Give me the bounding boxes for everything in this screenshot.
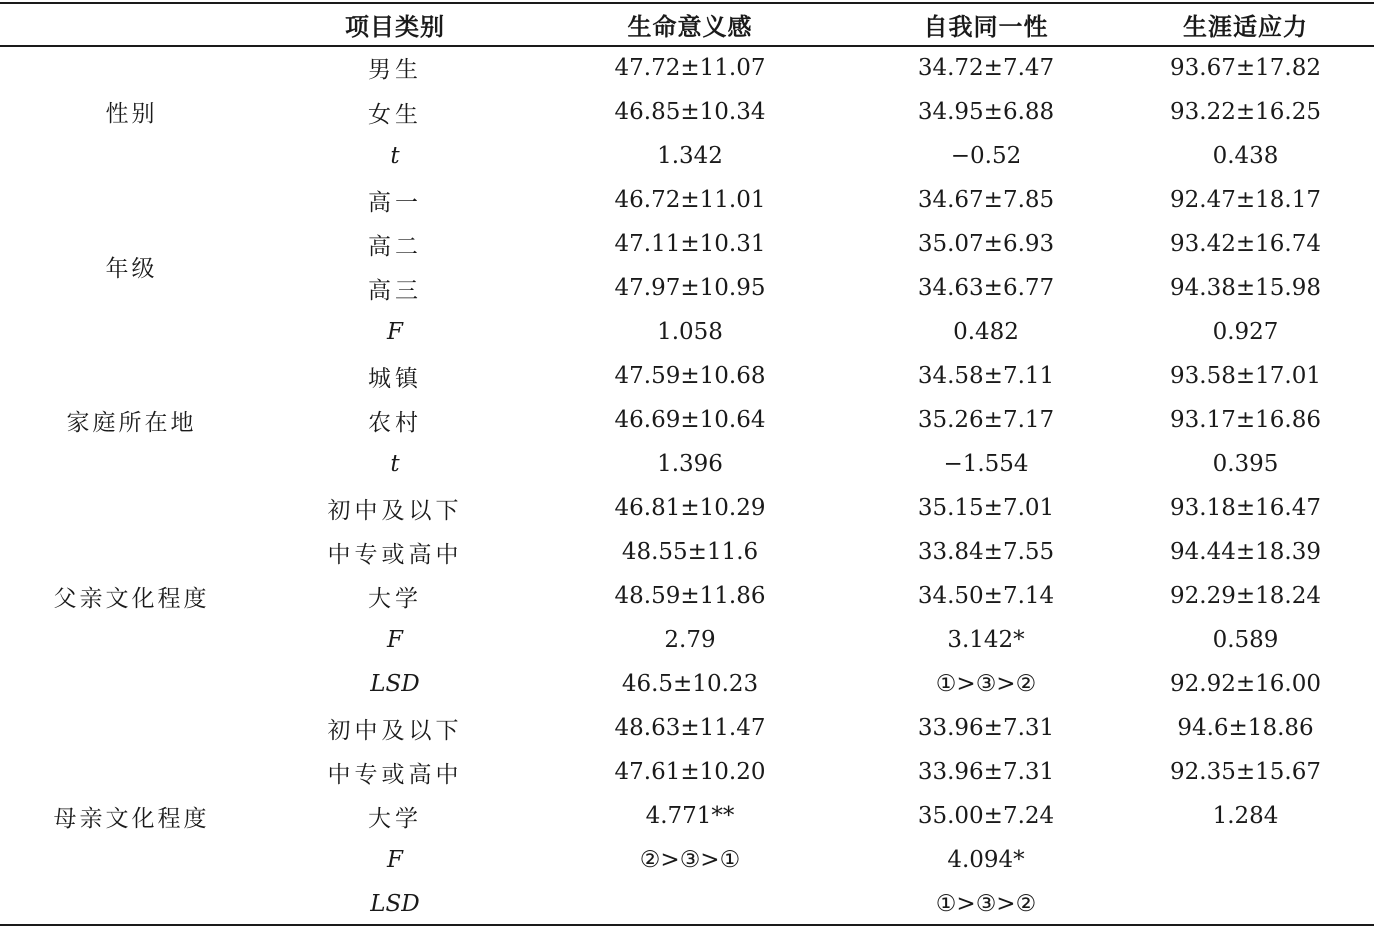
career-adaptability-value: 94.6±18.86 [1177,715,1314,741]
meaning-in-life-value: 47.11±10.31 [614,231,766,257]
self-identity-value: 34.50±7.14 [917,583,1055,609]
meaning-in-life-value: 48.59±11.86 [614,583,766,609]
self-identity-value: 34.58±7.11 [917,363,1055,389]
meaning-in-life-value: 47.59±10.68 [614,363,766,389]
meaning-in-life-value: 47.72±11.07 [614,54,766,81]
career-adaptability-value: 92.92±16.00 [1170,671,1321,697]
self-identity-value: ①>③>② [935,671,1037,697]
meaning-in-life-value: 2.79 [664,627,716,653]
self-identity-value: 34.63±6.77 [917,275,1055,301]
meaning-in-life-value: 46.69±10.64 [614,407,766,433]
header-item-category: 项目类别 [345,13,445,41]
header-self-identity: 自我同一性 [923,13,1049,41]
self-identity-value: 0.482 [953,319,1019,345]
career-adaptability-value: 93.22±16.25 [1170,99,1321,125]
career-adaptability-value: 93.18±16.47 [1170,495,1321,521]
career-adaptability-value [1117,882,1374,926]
career-adaptability-value: 0.395 [1212,451,1279,477]
meaning-in-life-value: 1.058 [657,319,723,345]
row-item-label: 大学 [368,805,422,832]
meaning-in-life-value: ②>③>① [639,847,741,873]
self-identity-value: 4.094* [947,847,1025,873]
career-adaptability-value: 92.29±18.24 [1170,583,1321,609]
table-row [0,354,1374,398]
career-adaptability-value: 93.42±16.74 [1170,231,1321,257]
meaning-in-life-value: 46.81±10.29 [614,495,766,521]
self-identity-value: 33.96±7.31 [917,715,1055,741]
header-row [0,4,1374,45]
career-adaptability-value: 93.67±17.82 [1170,54,1321,81]
self-identity-value: 34.67±7.85 [917,187,1055,213]
table-row [0,486,1374,530]
group-label-father-education [0,486,265,706]
group-label-text: 家庭所在地 [66,409,197,436]
meaning-in-life-value: 46.72±11.01 [614,187,766,213]
row-item-label: F [387,627,403,653]
meaning-in-life-value: 46.5±10.23 [621,671,759,697]
row-item-label: 中专或高中 [327,761,463,788]
group-label-text: 年级 [105,255,158,282]
career-adaptability-value: 0.927 [1212,319,1279,345]
row-item-label: F [387,847,403,873]
career-adaptability-value: 94.44±18.39 [1170,539,1321,565]
career-adaptability-value: 0.589 [1212,627,1279,653]
meaning-in-life-value: 47.61±10.20 [614,759,766,785]
self-identity-value: −0.52 [950,143,1022,169]
row-item-label: 高二 [368,233,422,260]
row-item-label: 初中及以下 [327,717,463,744]
row-item-label: 农村 [368,409,422,436]
group-label-text: 父亲文化程度 [53,585,210,612]
group-label-text: 性别 [105,101,158,127]
self-identity-value: 35.15±7.01 [917,495,1055,521]
career-adaptability-value: 1.284 [1212,803,1279,829]
table-body [0,45,1374,926]
career-adaptability-value: 93.58±17.01 [1170,363,1321,389]
row-item-label: 高一 [368,189,422,216]
group-label-text: 母亲文化程度 [53,805,210,832]
row-item-label: t [390,143,400,169]
header-group-column [0,4,265,45]
self-identity-value: 33.96±7.31 [917,759,1055,785]
self-identity-value: 35.07±6.93 [917,231,1055,257]
career-adaptability-value: 93.17±16.86 [1170,407,1321,433]
self-identity-value: 35.00±7.24 [917,803,1055,829]
meaning-in-life-value: 1.396 [657,451,723,477]
group-label-grade [0,178,265,354]
career-adaptability-value: 92.35±15.67 [1170,759,1321,785]
table-header [0,4,1374,45]
row-item-label: 高三 [368,277,422,304]
row-item-label: LSD [370,891,420,917]
career-adaptability-value [1117,838,1374,882]
statistics-table [0,4,1374,926]
self-identity-value: 34.72±7.47 [917,54,1055,81]
meaning-in-life-value: 48.63±11.47 [614,715,766,741]
self-identity-value: 33.84±7.55 [917,539,1055,565]
meaning-in-life-value: 4.771** [645,803,735,829]
group-label-home-location [0,354,265,486]
row-item-label: t [390,451,400,477]
row-item-label: 城镇 [368,365,422,392]
row-item-label: F [387,319,403,345]
row-item-label: 大学 [368,585,422,612]
meaning-in-life-value: 47.97±10.95 [614,275,766,301]
table-row [0,45,1374,90]
group-label-mother-education [0,706,265,926]
row-item-label: 女生 [368,101,422,128]
meaning-in-life-value: 1.342 [657,143,723,169]
row-item-label: 中专或高中 [327,541,463,568]
self-identity-value: −1.554 [943,451,1029,477]
row-item-label: LSD [370,671,420,697]
header-career-adaptability: 生涯适应力 [1183,13,1308,41]
row-item-label: 初中及以下 [327,497,463,524]
self-identity-value: 34.95±6.88 [917,99,1055,125]
career-adaptability-value: 92.47±18.17 [1170,187,1321,213]
meaning-in-life-value [525,882,855,926]
header-meaning-in-life: 生命意义感 [627,13,753,41]
meaning-in-life-value: 46.85±10.34 [614,99,766,125]
career-adaptability-value: 94.38±15.98 [1170,275,1321,301]
self-identity-value: 3.142* [947,627,1025,653]
table-row [0,706,1374,750]
career-adaptability-value: 0.438 [1212,143,1279,169]
group-label-gender [0,45,265,178]
self-identity-value: 35.26±7.17 [917,407,1055,433]
self-identity-value: ①>③>② [935,891,1037,917]
meaning-in-life-value: 48.55±11.6 [621,539,759,565]
table-row [0,178,1374,222]
row-item-label: 男生 [368,57,422,83]
